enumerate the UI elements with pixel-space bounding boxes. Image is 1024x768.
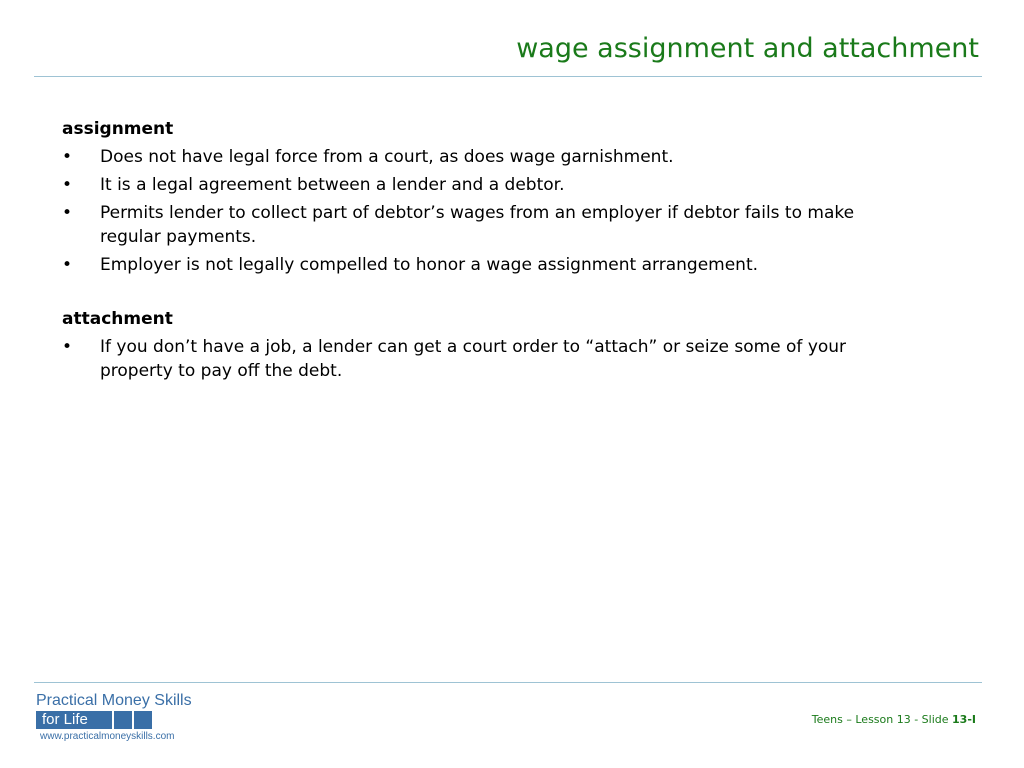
list-item: [62, 201, 912, 249]
logo-tagline: for Life: [36, 711, 112, 729]
slide-number: 13-I: [952, 713, 976, 726]
practical-money-skills-logo: [36, 692, 236, 748]
logo-title: Practical Money Skills: [36, 692, 192, 709]
logo-bar: [36, 711, 236, 729]
bullet-icon: •: [62, 203, 73, 223]
logo-square-icon: [134, 711, 152, 729]
list-item: [62, 173, 912, 197]
bullet-text: If you don’t have a job, a lender can get a court order to “attach” or seize some of your property to pay off the debt.: [100, 337, 847, 381]
slide-footer: [812, 713, 976, 726]
logo-square-icon: [114, 711, 132, 729]
list-item: [62, 145, 912, 169]
bullet-text: It is a legal agreement between a lender and a debtor.: [100, 175, 565, 195]
bullet-icon: •: [62, 147, 73, 167]
footer-lesson-label: Teens – Lesson 13 - Slide: [811, 713, 953, 726]
bullet-icon: •: [62, 337, 73, 357]
bullet-list-attachment: [62, 335, 912, 383]
list-item: [62, 253, 912, 277]
bullet-text: Employer is not legally compelled to honor a wage assignment arrangement.: [100, 255, 759, 275]
bullet-icon: •: [62, 255, 73, 275]
title-divider: [34, 76, 982, 77]
section-heading-assignment: assignment: [62, 119, 174, 139]
bullet-icon: •: [62, 175, 73, 195]
slide-title: wage assignment and attachment: [516, 33, 979, 64]
bullet-text: Does not have legal force from a court, as does wage garnishment.: [100, 147, 674, 167]
list-item: [62, 335, 912, 383]
bullet-list-assignment: [62, 145, 912, 277]
bullet-text: Permits lender to collect part of debtor’s wages from an employer if debtor fails to make regular payments.: [100, 203, 855, 247]
footer-divider: [34, 682, 982, 683]
section-heading-attachment: attachment: [62, 309, 173, 329]
logo-url: www.practicalmoneyskills.com: [40, 731, 175, 742]
slide-content: [62, 117, 912, 387]
